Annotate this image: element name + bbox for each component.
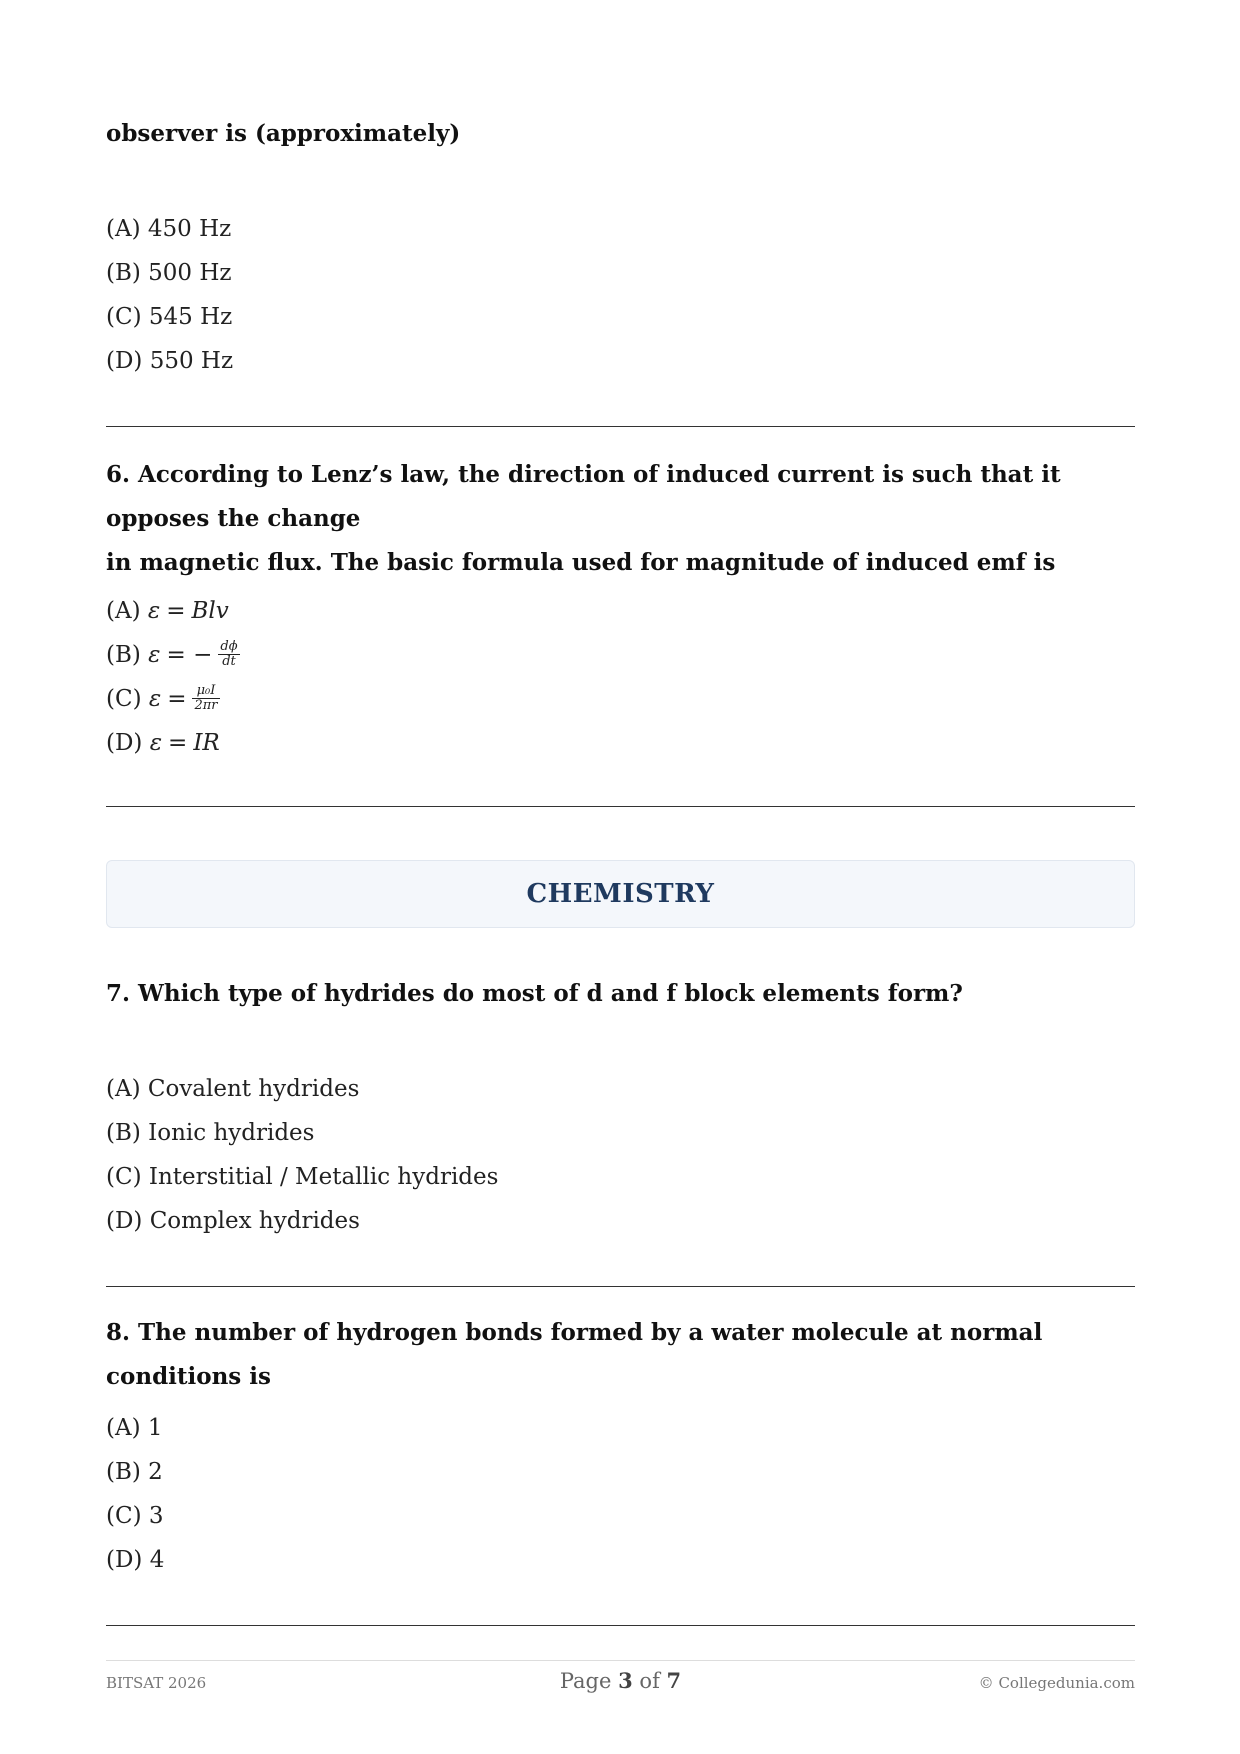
page-of: of (639, 1669, 660, 1693)
question-6-stem-line-1: 6. According to Lenz’s law, the direction of induced current is such that it opposes the change (106, 461, 1061, 532)
fraction-denominator: dt (222, 653, 236, 669)
divider (106, 1625, 1135, 1626)
section-header (106, 860, 1135, 928)
question-8-option-d: (D) 4 (106, 1547, 165, 1573)
emf-symbol: ε (148, 642, 161, 668)
fraction-denominator: 2πr (194, 697, 218, 713)
equals-sign: = (167, 686, 187, 712)
fraction-numerator: μ₀I (192, 684, 219, 699)
question-8-option-c: (C) 3 (106, 1503, 164, 1529)
question-7-option-a: (A) Covalent hydrides (106, 1076, 360, 1102)
formula-ir: IR (193, 730, 220, 756)
divider (106, 806, 1135, 807)
option-label: (D) (106, 730, 143, 756)
emf-symbol: ε (147, 598, 161, 624)
question-5-option-d: (D) 550 Hz (106, 348, 234, 374)
question-6-option-a (106, 589, 240, 633)
question-6-stem-line-2: in magnetic flux. The basic formula used for magnitude of induced emf is (106, 549, 1056, 576)
question-6-option-b (106, 633, 240, 677)
question-6-options (106, 589, 240, 765)
question-7-option-c: (C) Interstitial / Metallic hydrides (106, 1164, 499, 1190)
fraction-dphi-dt (218, 640, 239, 669)
page-footer (106, 1668, 1135, 1698)
equals-sign: = (168, 730, 188, 756)
page-prefix: Page (559, 1669, 612, 1693)
divider (106, 426, 1135, 427)
question-7-stem: 7. Which type of hydrides do most of d and f block elements form? (106, 980, 963, 1007)
question-7-option-d: (D) Complex hydrides (106, 1208, 360, 1234)
question-6-option-c (106, 677, 240, 721)
question-8-options (106, 1406, 164, 1582)
question-6-option-d (106, 721, 240, 765)
option-label: (A) (106, 598, 141, 624)
question-8-stem: 8. The number of hydrogen bonds formed by a water molecule at normal conditions is (106, 1319, 1043, 1390)
question-5-option-c: (C) 545 Hz (106, 304, 233, 330)
fraction-mu0i-2pir (192, 684, 219, 713)
emf-symbol: ε (148, 686, 162, 712)
question-7-options (106, 1067, 498, 1243)
section-title: CHEMISTRY (526, 879, 715, 909)
question-6-stem (106, 453, 1135, 585)
question-5-options (106, 207, 233, 383)
document-page (106, 0, 1135, 1754)
footer-copyright: © Collegedunia.com (978, 1674, 1135, 1692)
formula-blv: Blv (191, 598, 229, 624)
page-current: 3 (618, 1668, 633, 1693)
question-8-option-b: (B) 2 (106, 1459, 163, 1485)
emf-symbol: ε (149, 730, 163, 756)
question-5-stem: observer is (approximately) (106, 120, 461, 147)
question-5-option-a: (A) 450 Hz (106, 216, 232, 242)
divider (106, 1286, 1135, 1287)
fraction-numerator: dϕ (220, 638, 238, 654)
footer-divider (106, 1660, 1135, 1661)
page-total: 7 (666, 1668, 682, 1693)
question-7-option-b: (B) Ionic hydrides (106, 1120, 315, 1146)
equals-sign: = (166, 598, 186, 624)
question-5-option-b: (B) 500 Hz (106, 260, 232, 286)
question-8-option-a: (A) 1 (106, 1415, 163, 1441)
option-label: (B) (106, 642, 141, 668)
option-label: (C) (106, 686, 142, 712)
equals-minus-sign: = − (166, 642, 213, 668)
footer-exam-name: BITSAT 2026 (106, 1674, 207, 1692)
